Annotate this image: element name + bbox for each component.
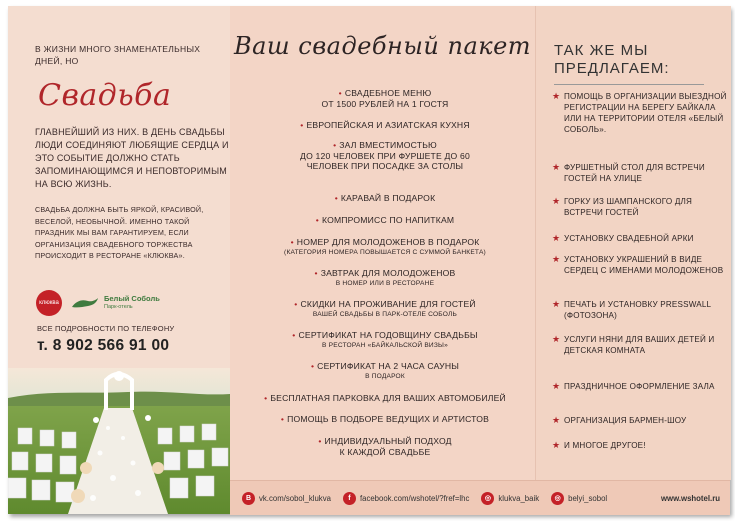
list-item: • ПОМОЩЬ В ПОДБОРЕ ВЕДУЩИХ И АРТИСТОВ — [280, 414, 490, 424]
bullet-icon: • — [314, 268, 318, 278]
phone-label: ВСЕ ПОДРОБНОСТИ ПО ТЕЛЕФОНУ — [37, 324, 175, 333]
list-item: • СВАДЕБНОЕ МЕНЮ ОТ 1500 РУБЛЕЙ НА 1 ГОСТЯ — [321, 88, 449, 109]
list-item: • ЗАЛ ВМЕСТИМОСТЬЮ ДО 120 ЧЕЛОВЕК ПРИ ФУРШЕТЕ ДО 60 ЧЕЛОВЕК ПРИ ПОСАДКЕ ЗА СТОЛЫ — [300, 140, 470, 171]
divider — [554, 84, 704, 85]
bullet-icon: • — [315, 215, 319, 225]
star-bullet-icon: ★ — [552, 162, 561, 172]
facebook-icon: f — [343, 492, 356, 505]
wedding-script-title: Свадьба — [38, 78, 172, 113]
list-item: • ЕВРОПЕЙСКАЯ И АЗИАТСКАЯ КУХНЯ — [300, 120, 470, 130]
list-item: ★ ОРГАНИЗАЦИЯ БАРМЕН-ШОУ — [552, 415, 687, 425]
bullet-icon: • — [294, 299, 298, 309]
intro-text: В ЖИЗНИ МНОГО ЗНАМЕНАТЕЛЬНЫХ ДНЕЙ, НО — [35, 44, 201, 66]
star-bullet-icon: ★ — [552, 415, 561, 425]
offers-panel — [535, 6, 731, 480]
bullet-icon: • — [334, 193, 338, 203]
star-bullet-icon: ★ — [552, 299, 561, 309]
list-item: ★ ПЕЧАТЬ И УСТАНОВКУ PRESSWALL (ФОТОЗОНА) — [552, 299, 711, 320]
list-item: ★ ФУРШЕТНЫЙ СТОЛ ДЛЯ ВСТРЕЧИ ГОСТЕЙ НА УЛИЦЕ — [552, 162, 705, 183]
belyi-sobol-logo — [70, 295, 160, 311]
list-item: ★ ГОРКУ ИЗ ШАМПАНСКОГО ДЛЯ ВСТРЕЧИ ГОСТЕЙ — [552, 196, 693, 217]
sable-icon — [70, 295, 100, 311]
website-link[interactable]: www.wshotel.ru — [660, 493, 720, 503]
klukva-logo: клюква — [36, 290, 62, 316]
sobol-sub: Парк-отель — [104, 304, 133, 310]
star-bullet-icon: ★ — [552, 91, 561, 101]
list-item: • КОМПРОМИСС ПО НАПИТКАМ — [315, 215, 455, 225]
list-item: • СКИДКИ НА ПРОЖИВАНИЕ ДЛЯ ГОСТЕЙ ВАШЕЙ СВАДЬБЫ В ПАРК-ОТЕЛЕ СОБОЛЬ — [294, 299, 476, 318]
bullet-icon: • — [300, 120, 304, 130]
star-bullet-icon: ★ — [552, 254, 561, 264]
list-item: • КАРАВАЙ В ПОДАРОК — [334, 193, 436, 203]
bullet-icon: • — [338, 88, 342, 98]
offers-title: ТАК ЖЕ МЫ ПРЕДЛАГАЕМ: — [554, 42, 670, 77]
body-text-main: ГЛАВНЕЙШИЙ ИЗ НИХ. В ДЕНЬ СВАДЬБЫ ЛЮДИ СОЕДИНЯЮТ ЛЮБЯЩИЕ СЕРДЦА И ЭТО СОБЫТИЕ ДОЛЖНО СТАТЬ ЗАПОМИНАЮЩИМСЯ И НЕПОВТОРИМЫМ НА ВСЮ ЖИЗНЬ. — [35, 127, 229, 189]
vk-link[interactable]: B vk.com/sobol_klukva — [242, 492, 331, 505]
logos — [36, 288, 160, 318]
list-item: ★ ПРАЗДНИЧНОЕ ОФОРМЛЕНИЕ ЗАЛА — [552, 381, 715, 391]
brochure — [8, 6, 730, 514]
social-footer — [230, 480, 730, 515]
wedding-ceremony-photo — [8, 368, 230, 514]
list-item: ★ УСЛУГИ НЯНИ ДЛЯ ВАШИХ ДЕТЕЙ И ДЕТСКАЯ КОМНАТА — [552, 334, 715, 355]
star-bullet-icon: ★ — [552, 334, 561, 344]
list-item: • ИНДИВИДУАЛЬНЫЙ ПОДХОД К КАЖДОЙ СВАДЬБЕ — [318, 436, 452, 457]
instagram-sobol-link[interactable]: ◎ belyi_sobol — [551, 492, 607, 505]
wedding-package-panel — [230, 6, 535, 480]
list-item: • БЕСПЛАТНАЯ ПАРКОВКА ДЛЯ ВАШИХ АВТОМОБИЛЕЙ — [264, 393, 506, 403]
list-item: • ЗАВТРАК ДЛЯ МОЛОДОЖЕНОВ В НОМЕР ИЛИ В РЕСТОРАНЕ — [314, 268, 456, 287]
list-item: ★ УСТАНОВКУ СВАДЕБНОЙ АРКИ — [552, 233, 694, 243]
vk-icon: B — [242, 492, 255, 505]
package-title: Ваш свадебный пакет — [233, 32, 532, 60]
instagram-icon: ◎ — [551, 492, 564, 505]
bullet-icon: • — [333, 140, 337, 150]
bullet-icon: • — [292, 330, 296, 340]
left-panel — [8, 6, 230, 514]
list-item: ★ И МНОГОЕ ДРУГОЕ! — [552, 440, 646, 450]
instagram-klukva-link[interactable]: ◎ klukva_baik — [481, 492, 539, 505]
list-item: • СЕРТИФИКАТ НА ГОДОВЩИНУ СВАДЬБЫ В РЕСТОРАН «БАЙКАЛЬСКОЙ ВИЗЫ» — [292, 330, 478, 349]
star-bullet-icon: ★ — [552, 381, 561, 391]
list-item: ★ ПОМОЩЬ В ОРГАНИЗАЦИИ ВЫЕЗДНОЙ РЕГИСТРАЦИИ НА БЕРЕГУ БАЙКАЛА ИЛИ НА ТЕРРИТОРИИ ОТЕЛЯ «БЕЛЫЙ СОБОЛЬ». — [552, 91, 727, 134]
phone-number[interactable]: т. 8 902 566 91 00 — [37, 337, 170, 354]
bullet-icon: • — [290, 237, 294, 247]
bullet-icon: • — [310, 361, 315, 371]
bullet-icon: • — [318, 436, 322, 446]
star-bullet-icon: ★ — [552, 196, 561, 206]
instagram-icon: ◎ — [481, 492, 494, 505]
body-text-secondary: СВАДЬБА ДОЛЖНА БЫТЬ ЯРКОЙ, КРАСИВОЙ, ВЕСЕЛОЙ, НЕОБЫЧНОЙ. ИМЕННО ТАКОЙ ПРАЗДНИК МЫ ВАМ ГАРАНТИРУЕМ, ЕСЛИ ОРГАНИЗАЦИЯ СВАДЕБНОГО ТОРЖЕСТВА ПРОИСХОДИТ В РЕСТОРАНЕ «КЛЮКВА». — [35, 205, 204, 260]
star-bullet-icon: ★ — [552, 233, 561, 243]
sobol-name: Белый Соболь — [104, 294, 160, 303]
list-item: • СЕРТИФИКАТ НА 2 ЧАСА САУНЫ В ПОДАРОК — [310, 361, 460, 380]
bullet-icon: • — [264, 393, 268, 403]
star-bullet-icon: ★ — [552, 440, 561, 450]
list-item: • НОМЕР ДЛЯ МОЛОДОЖЕНОВ В ПОДАРОК (КАТЕГОРИЯ НОМЕРА ПОВЫШАЕТСЯ С СУММОЙ БАНКЕТА) — [284, 237, 486, 256]
facebook-link[interactable]: f facebook.com/wshotel/?fref=lhc — [343, 492, 469, 505]
bullet-icon: • — [280, 414, 285, 424]
list-item: ★ УСТАНОВКУ УКРАШЕНИЙ В ВИДЕ СЕРДЕЦ С ИМЕНАМИ МОЛОДОЖЕНОВ — [552, 254, 724, 275]
